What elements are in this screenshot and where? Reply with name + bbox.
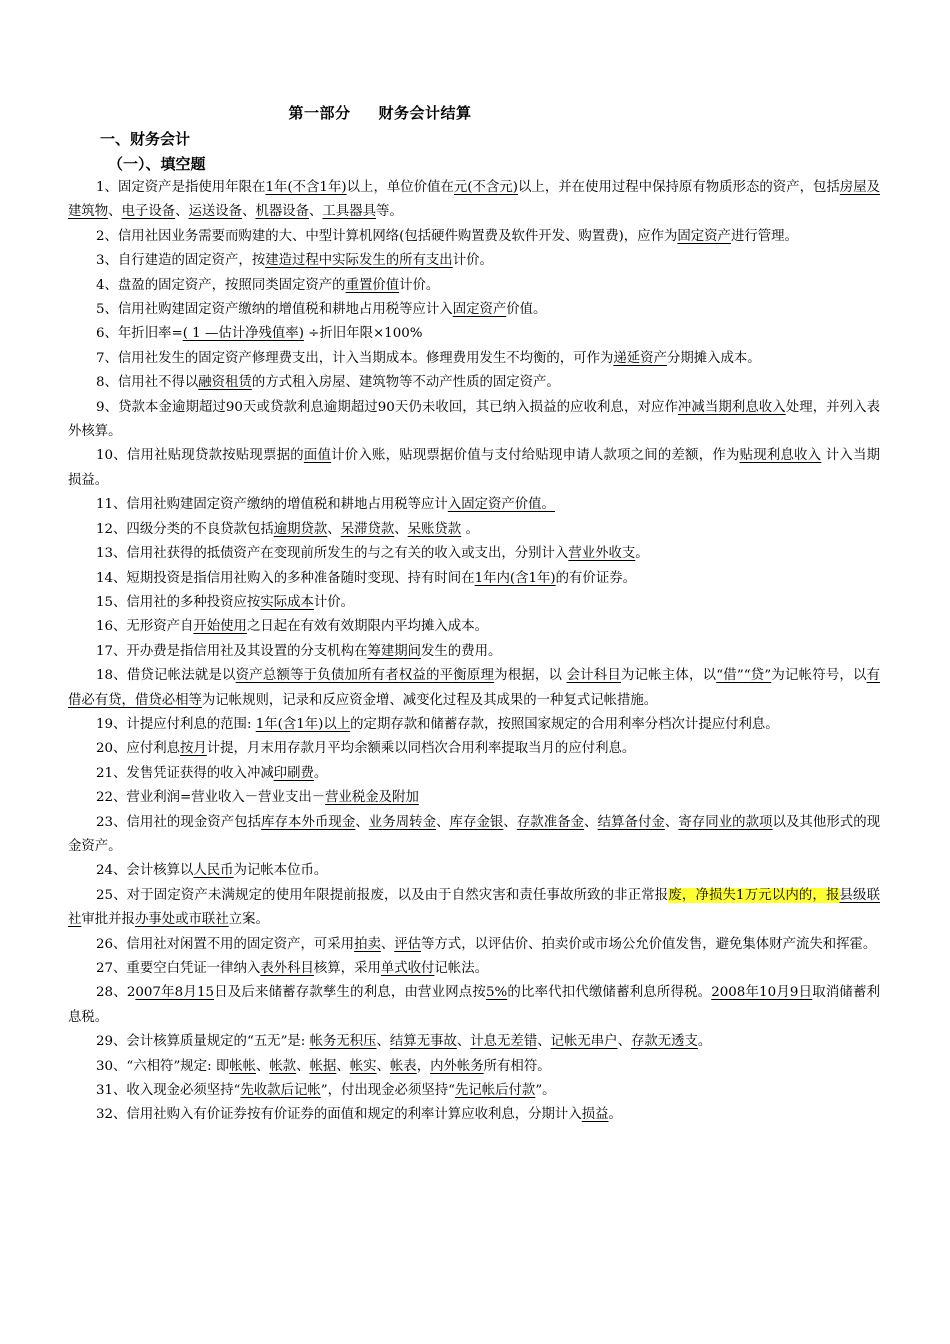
question-item <box>68 567 880 591</box>
question-text: 20、应付利息 <box>96 741 180 757</box>
answer-blank: 5% <box>485 985 508 1001</box>
question-text: 、 <box>355 814 369 830</box>
answer-blank: 印刷费 <box>273 765 314 781</box>
answer-blank: 电子设备 <box>121 204 176 220</box>
question-text: 。 <box>313 765 328 781</box>
question-text: 。 <box>697 1034 712 1050</box>
question-text: 21、发售凭证获得的收入冲减 <box>96 765 274 781</box>
answer-blank: 1年(含1年)以上 <box>255 716 351 732</box>
question-text: 计价。 <box>452 253 493 269</box>
question-text: ”，付出现金必须坚持“ <box>320 1083 455 1099</box>
question-text: 7、信用社发生的固定资产修理费支出，计入当期成本。修理费用发生不均衡的，可作为 <box>96 350 614 366</box>
answer-blank: 呆滞贷款 <box>340 521 395 537</box>
question-text: 为记帐本位币。 <box>233 863 328 879</box>
question-item <box>68 298 880 322</box>
answer-blank: 计息无差错 <box>470 1034 538 1050</box>
question-text: 计价入账，贴现票据价值与支付给贴现申请人款项之间的差额，作为 <box>331 448 740 464</box>
question-text: 价值。 <box>506 302 547 318</box>
question-item <box>68 347 880 371</box>
question-text: 计价。 <box>313 594 355 610</box>
question-text: 进行管理。 <box>730 228 798 244</box>
answer-blank: 帐据 <box>309 1058 337 1074</box>
question-text: 为记帐规则，记录和反应资金增、减变化过程及其成果的一种复式记帐措施。 <box>201 692 658 708</box>
title-part: 第一部分 <box>288 104 351 122</box>
answer-blank: 县级联社 <box>68 887 880 928</box>
question-text: 、 <box>376 1034 390 1050</box>
answer-blank: 运送设备 <box>188 204 243 220</box>
question-text: 以上，单位价值在 <box>346 180 454 195</box>
question-text: 10、信用社贴现贷款按贴现票据的 <box>96 448 304 464</box>
answer-blank: 递延资产 <box>613 350 667 366</box>
answer-blank: “借”“贷” <box>716 668 772 684</box>
highlighted-text: 废，净损失1万元以内的，报 <box>668 887 840 903</box>
answer-blank: 损益 <box>581 1107 609 1123</box>
question-text: 计提，月末用存款月平均余额乘以同档次合用利率提取当月的应付利息。 <box>206 741 636 757</box>
answer-blank: 存款无透支 <box>630 1034 698 1050</box>
answer-blank: 业务周转金 <box>368 814 437 830</box>
question-text: 以上，并在使用过程中保持原有物质形态的资产，包括 <box>518 180 840 195</box>
question-text: 19、计提应付利息的范围: <box>96 716 256 732</box>
question-item <box>68 811 880 860</box>
question-text: 分期摊入成本。 <box>666 350 761 366</box>
question-text: 18、借贷记帐法就是以 <box>96 668 236 684</box>
question-text: 为记帐主体，以 <box>620 668 717 684</box>
question-item <box>68 518 880 542</box>
question-text: 8、信用社不得以 <box>96 375 199 391</box>
question-item <box>68 176 880 225</box>
title-subject: 财务会计结算 <box>378 104 472 122</box>
question-item <box>68 591 880 615</box>
question-text: 、 <box>108 204 122 220</box>
answer-blank: 入固定资产价值。 <box>447 497 555 513</box>
question-text: 3、自行建造的固定资产，按 <box>96 253 266 269</box>
question-text: 、 <box>664 814 679 830</box>
question-text: 立案。 <box>228 912 269 928</box>
answer-blank: 固定资产 <box>452 302 507 318</box>
answer-blank: 单式收付 <box>380 961 435 976</box>
question-text: 28、2 <box>96 985 136 1001</box>
answer-blank: 记帐无串户 <box>550 1034 618 1050</box>
answer-blank: 帐帐 <box>229 1058 257 1074</box>
question-item <box>68 444 880 493</box>
answer-blank: 资产总额等于负债加所有者权益的平衡原理 <box>235 668 495 684</box>
answer-blank: 有借必有贷，借贷必相等 <box>68 668 881 708</box>
answer-blank: 办事处或市联社 <box>134 912 229 928</box>
question-text: 的有价证券。 <box>555 570 636 586</box>
answer-blank: 结算备付金 <box>597 814 665 830</box>
question-text: 、 <box>242 204 256 220</box>
answer-blank: 实际成本 <box>260 594 314 610</box>
question-item <box>68 249 880 273</box>
question-text: 30、“六相符”规定: 即 <box>96 1058 230 1074</box>
answer-blank: 库存本外币现金 <box>261 814 356 830</box>
question-item <box>68 615 880 639</box>
answer-blank: 帐款 <box>269 1058 297 1074</box>
question-text: 17、开办费是指信用社及其设置的分支机构在 <box>96 643 368 659</box>
question-text: 、 <box>436 814 450 830</box>
answer-blank: 人民币 <box>193 863 234 879</box>
answer-blank: 007年8月15 <box>135 985 215 1001</box>
question-item <box>68 981 880 1030</box>
question-text: 。 <box>635 546 649 562</box>
answer-blank: 贴现利息收入 <box>739 448 822 464</box>
question-text: 13、信用社获得的抵债资产在变现前所发生的与之有关的收入或支出，分别计入 <box>96 546 569 562</box>
question-text: 计价。 <box>399 277 440 293</box>
question-item <box>68 274 880 298</box>
question-text: 取消储蓄利息税。 <box>68 985 880 1025</box>
question-text: 、 <box>617 1034 631 1050</box>
question-text: 26、信用社对闲置不用的固定资产，可采用 <box>96 936 355 952</box>
answer-blank: 工具器具 <box>322 204 376 220</box>
question-text: 为根据，以 <box>494 668 567 684</box>
answer-blank: 表外科目 <box>260 961 314 976</box>
question-text: 以及其他形式的现金资产。 <box>68 814 881 854</box>
question-item <box>68 396 880 445</box>
page-title <box>0 102 760 123</box>
question-text: 、 <box>537 1034 551 1050</box>
question-text: 5、信用社购建固定资产缴纳的增值税和耕地占用税等应计入 <box>96 302 453 318</box>
question-text: 审批并报 <box>81 912 135 928</box>
question-text: 24、会计核算以 <box>96 863 194 879</box>
question-text: 处理，并列入表外核算。 <box>68 399 881 440</box>
answer-blank: 呆账贷款 <box>407 521 462 537</box>
question-text: 12、四级分类的不良贷款包括 <box>96 521 274 537</box>
question-text: 的比率代扣代缴储蓄利息所得税。 <box>507 985 712 1001</box>
question-text: 、 <box>503 814 517 830</box>
answer-blank: 机器设备 <box>255 204 310 220</box>
answer-blank: 融资租赁 <box>198 375 252 391</box>
question-item <box>68 640 880 664</box>
question-item <box>68 1055 880 1079</box>
question-item <box>68 713 880 737</box>
question-text: 29、会计核算质量规定的“五无”是: <box>96 1034 310 1050</box>
question-text: 计入当期损益。 <box>68 448 881 488</box>
answer-blank: 房屋及建筑物 <box>68 180 881 220</box>
question-text: 日及后来储蓄存款孳生的利息，由营业网点按 <box>214 985 486 1001</box>
question-text: 、 <box>584 814 598 830</box>
answer-blank: 重置价值 <box>345 277 400 293</box>
question-text: 14、短期投资是指信用社购入的多种准备随时变现、持有时间在 <box>96 570 475 586</box>
answer-blank: 先记帐后付款 <box>454 1083 536 1099</box>
question-text: 之日起在有效有效期限内平均摊入成本。 <box>246 619 488 635</box>
answer-blank: 营业税金及附加 <box>325 790 419 806</box>
answer-blank: 帐表 <box>389 1058 417 1074</box>
question-text: 32、信用社购入有价证券按有价证券的面值和规定的利率计算应收利息，分期计入 <box>96 1107 582 1123</box>
question-text: 、 <box>376 1058 390 1074</box>
question-text: 16、无形资产自 <box>96 619 194 635</box>
answer-blank: 寄存同业的款项 <box>678 814 773 830</box>
question-text: 。 <box>608 1107 622 1123</box>
question-text: 9、贷款本金逾期超过90天或贷款利息逾期超过90天仍未收回，其已纳入损益的应收利息，对应作 <box>96 399 678 415</box>
answer-blank: 库存金银 <box>449 814 504 830</box>
question-text: 、 <box>456 1034 471 1050</box>
question-item <box>68 322 880 346</box>
question-item <box>68 737 880 761</box>
question-item <box>68 664 880 713</box>
question-text: 15、信用社的多种投资应按 <box>96 594 261 610</box>
subsection-heading: （一）、填空题 <box>108 155 206 173</box>
question-text: 6、年折旧率= <box>96 326 183 342</box>
question-item <box>68 762 880 786</box>
answer-blank: 筹建期间 <box>367 643 422 659</box>
question-item <box>68 1030 880 1054</box>
answer-blank: 评估 <box>394 936 422 952</box>
question-text: 、 <box>309 204 323 220</box>
question-item <box>68 933 880 957</box>
question-item <box>68 859 880 883</box>
question-item <box>68 957 880 981</box>
question-text: 、 <box>327 521 341 537</box>
question-text: 的方式租入房屋、建筑物等不动产性质的固定资产。 <box>251 375 560 391</box>
question-item <box>68 1103 880 1127</box>
question-text: 、 <box>394 521 408 537</box>
answer-blank: 帐务无积压 <box>309 1034 377 1050</box>
question-text: 23、信用社的现金资产包括 <box>96 814 262 830</box>
section-heading: 一、财务会计 <box>100 130 191 148</box>
question-text: 记帐法。 <box>434 961 488 976</box>
answer-blank: 冲减当期利息收入 <box>677 399 786 415</box>
answer-blank: 开始使用 <box>193 619 247 635</box>
question-text: 25、对于固定资产未满规定的使用年限提前报废，以及由于自然灾害和责任事故所致的非正常报 <box>96 887 669 903</box>
answer-blank: 结算无事故 <box>389 1034 457 1050</box>
question-text: 所有相符。 <box>483 1058 551 1074</box>
answer-blank: ( 1 —估计净残值率) <box>182 326 304 342</box>
answer-blank: 建造过程中实际发生的所有支出 <box>265 253 453 269</box>
answer-blank: 按月 <box>180 741 207 757</box>
question-item <box>68 1079 880 1103</box>
answer-blank: 1年(不含1年) <box>265 180 347 195</box>
question-list <box>68 176 880 1128</box>
question-item <box>68 493 880 517</box>
answer-blank: 1年内(含1年) <box>474 570 556 586</box>
answer-blank: 面值 <box>303 448 332 464</box>
question-item <box>68 542 880 566</box>
answer-blank: 会计科目 <box>566 668 621 684</box>
question-text: 2、信用社因业务需要而购建的大、中型计算机网络(包括硬件购置费及软件开发、购置费)，应作为 <box>96 228 678 244</box>
answer-blank: 帐实 <box>349 1058 377 1074</box>
answer-blank: 2008年10月9日 <box>711 985 813 1001</box>
question-text: 等方式，以评估价、拍卖价或市场公允价值发售，避免集体财产流失和挥霍。 <box>421 936 877 952</box>
question-text: 22、营业利润=营业收入－营业支出－ <box>96 790 326 806</box>
question-text: 27、重要空白凭证一律纳入 <box>96 961 261 976</box>
answer-blank: 拍卖 <box>354 936 381 952</box>
question-item <box>68 225 880 249</box>
question-text: 等。 <box>375 204 403 220</box>
question-text: 、 <box>296 1058 310 1074</box>
question-text: 、 <box>256 1058 270 1074</box>
question-text: 核算，采用 <box>313 961 381 976</box>
answer-blank: 元(不含元) <box>453 180 518 195</box>
answer-blank: 营业外收支 <box>568 546 636 562</box>
answer-blank: 内外帐务 <box>430 1058 484 1074</box>
question-text: 发生的费用。 <box>421 643 502 659</box>
question-text: 、 <box>336 1058 350 1074</box>
question-text: 的定期存款和储蓄存款，按照国家规定的合用利率分档次计提应付利息。 <box>350 716 779 732</box>
question-text: ， <box>416 1058 431 1074</box>
question-text: 1、固定资产是指使用年限在 <box>96 180 266 195</box>
question-text: 为记帐符号，以 <box>771 668 867 684</box>
question-text: 。 <box>461 521 479 537</box>
answer-blank: 存款准备金 <box>516 814 585 830</box>
question-text: 、 <box>380 936 395 952</box>
question-item <box>68 371 880 395</box>
answer-blank: 固定资产 <box>677 228 731 244</box>
question-text: 31、收入现金必须坚持“ <box>96 1083 241 1099</box>
question-item <box>68 884 880 933</box>
question-text: 11、信用社购建固定资产缴纳的增值税和耕地占用税等应计 <box>96 497 448 513</box>
answer-blank: 先收款后记帐 <box>240 1083 321 1099</box>
question-text: ÷折旧年限×100% <box>303 326 423 342</box>
question-text: ”。 <box>535 1083 556 1099</box>
answer-blank: 逾期贷款 <box>273 521 328 537</box>
question-text: 、 <box>175 204 189 220</box>
question-text: 4、盘盈的固定资产，按照同类固定资产的 <box>96 277 346 293</box>
question-item <box>68 786 880 810</box>
